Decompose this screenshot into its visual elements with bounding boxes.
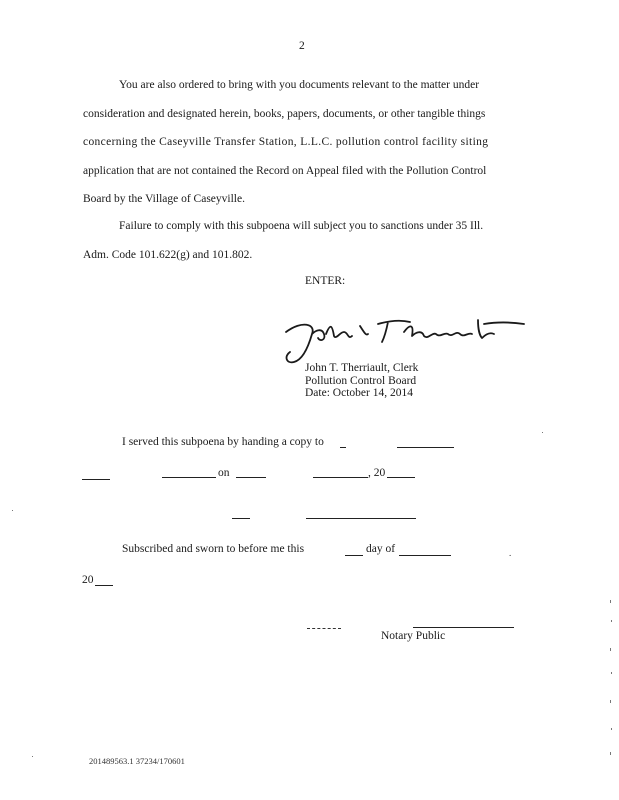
sanctions-paragraph [83,212,523,269]
served-blank-2 [162,477,216,478]
clerk-organization: Pollution Control Board [305,374,417,387]
scan-speck [611,728,612,730]
paragraph-line-text: consideration and designated herein, books, papers, documents, or other tangible things [83,107,486,120]
notary-seal-blank [307,628,341,629]
scan-speck [610,700,611,703]
served-year-prefix: , 20 [368,467,386,479]
served-person-blank [397,447,454,448]
paragraph-line-text: Board by the Village of Caseyville. [83,193,245,205]
subpoena-date: Date: October 14, 2014 [305,387,413,399]
paragraph-line-text: Failure to comply with this subpoena will subject you to sanctions under 35 Ill. [119,220,484,232]
documents-paragraph [83,71,523,214]
clerk-signature-block [305,362,418,400]
enter-label: ENTER: [305,275,346,287]
notary-signature-line [413,627,514,628]
paragraph-line [83,157,523,186]
paragraph-line [83,100,523,129]
paragraph-line-text: concerning the Caseyville Transfer Station, L.L.C. pollution control facility siting [83,136,489,148]
served-text: I served this subpoena by handing a copy to [122,436,324,448]
clerk-signature [282,310,527,366]
month-blank [399,555,451,556]
paragraph-line [83,185,523,214]
paragraph-line-text: application that are not contained the Record on Appeal filed with the Pollution Control [83,164,487,177]
scan-speck [611,672,612,674]
served-date-blank [236,477,266,478]
scan-speck [610,600,611,603]
speck-mark: . [509,548,512,558]
day-blank [345,555,363,556]
server-signature-blank-2 [306,518,416,519]
server-signature-blank-1 [232,518,250,519]
paragraph-line [83,128,523,157]
page-number: 2 [299,40,305,52]
paragraph-line-text: You are also ordered to bring with you documents relevant to the matter under [119,79,480,91]
scan-speck [12,510,13,511]
paragraph-line-text: Adm. Code 101.622(g) and 101.802. [83,248,253,261]
paragraph-line [83,241,523,270]
scan-speck [610,648,611,651]
scan-speck [610,752,611,755]
notary-year-blank [95,585,113,586]
subscribed-text: Subscribed and sworn to before me this [122,543,305,555]
served-month-blank [313,477,368,478]
day-of-label: day of [366,543,396,555]
on-label: on [218,467,230,479]
notary-public-label: Notary Public [381,630,446,642]
served-blank-1 [82,479,110,480]
scan-speck [611,620,612,622]
clerk-name: John T. Therriault, Clerk [305,362,419,374]
paragraph-line [83,212,523,241]
served-year-blank [387,477,415,478]
notary-year-prefix: 20 [82,574,94,586]
scan-speck [32,756,33,757]
document-footer-id: 201489563.1 37234/170601 [89,756,185,766]
scan-speck [542,432,543,433]
blank-line [340,447,346,448]
paragraph-line [83,71,523,100]
